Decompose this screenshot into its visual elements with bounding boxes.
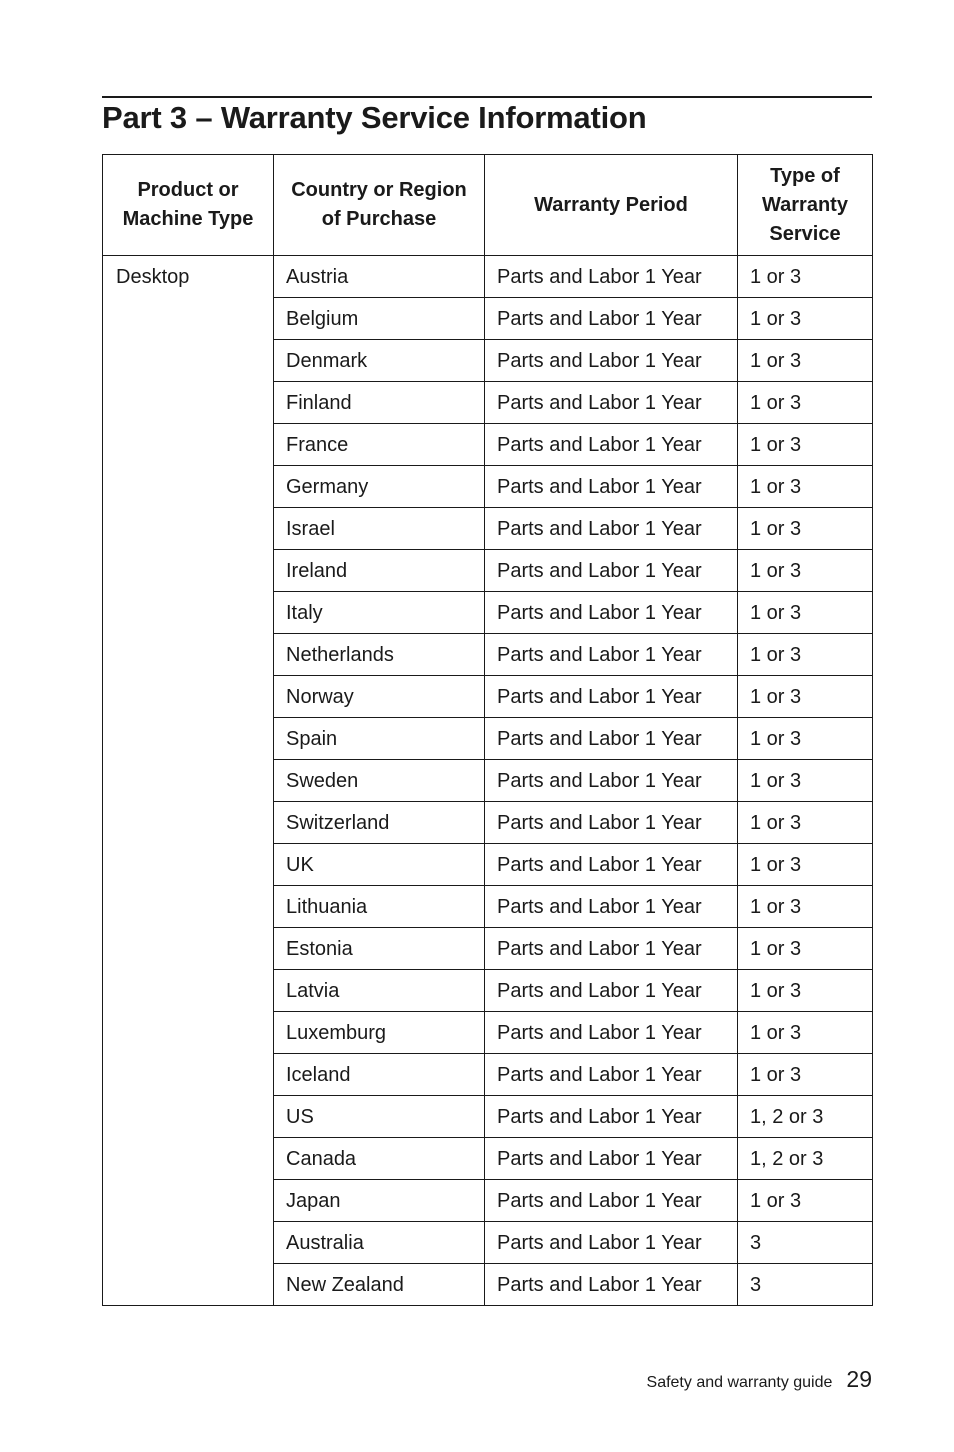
service-type-cell: 1, 2 or 3	[738, 1138, 873, 1180]
service-type-cell: 1 or 3	[738, 970, 873, 1012]
service-type-cell: 1 or 3	[738, 760, 873, 802]
country-cell: Belgium	[274, 298, 485, 340]
warranty-period-cell: Parts and Labor 1 Year	[485, 676, 738, 718]
service-type-cell: 1 or 3	[738, 508, 873, 550]
service-type-cell: 3	[738, 1264, 873, 1306]
warranty-period-cell: Parts and Labor 1 Year	[485, 1138, 738, 1180]
warranty-period-cell: Parts and Labor 1 Year	[485, 382, 738, 424]
warranty-period-cell: Parts and Labor 1 Year	[485, 466, 738, 508]
warranty-period-cell: Parts and Labor 1 Year	[485, 592, 738, 634]
warranty-period-cell: Parts and Labor 1 Year	[485, 1096, 738, 1138]
country-cell: US	[274, 1096, 485, 1138]
service-type-cell: 1 or 3	[738, 340, 873, 382]
service-type-cell: 1 or 3	[738, 592, 873, 634]
service-type-cell: 1 or 3	[738, 256, 873, 298]
warranty-period-cell: Parts and Labor 1 Year	[485, 508, 738, 550]
warranty-period-cell: Parts and Labor 1 Year	[485, 928, 738, 970]
service-type-cell: 1 or 3	[738, 676, 873, 718]
service-type-cell: 1, 2 or 3	[738, 1096, 873, 1138]
warranty-period-cell: Parts and Labor 1 Year	[485, 970, 738, 1012]
warranty-period-cell: Parts and Labor 1 Year	[485, 718, 738, 760]
country-cell: Ireland	[274, 550, 485, 592]
country-cell: Latvia	[274, 970, 485, 1012]
country-cell: Lithuania	[274, 886, 485, 928]
service-type-cell: 1 or 3	[738, 1054, 873, 1096]
country-cell: Austria	[274, 256, 485, 298]
country-cell: Japan	[274, 1180, 485, 1222]
service-type-cell: 1 or 3	[738, 802, 873, 844]
header-service-type: Type of Warranty Service	[738, 155, 873, 256]
warranty-period-cell: Parts and Labor 1 Year	[485, 1264, 738, 1306]
warranty-period-cell: Parts and Labor 1 Year	[485, 256, 738, 298]
country-cell: Switzerland	[274, 802, 485, 844]
table-body	[103, 256, 873, 1306]
warranty-period-cell: Parts and Labor 1 Year	[485, 802, 738, 844]
service-type-cell: 1 or 3	[738, 1180, 873, 1222]
country-cell: Luxemburg	[274, 1012, 485, 1054]
warranty-period-cell: Parts and Labor 1 Year	[485, 844, 738, 886]
country-cell: UK	[274, 844, 485, 886]
service-type-cell: 1 or 3	[738, 382, 873, 424]
page-number: 29	[846, 1366, 872, 1392]
country-cell: Denmark	[274, 340, 485, 382]
country-cell: Norway	[274, 676, 485, 718]
service-type-cell: 1 or 3	[738, 928, 873, 970]
warranty-period-cell: Parts and Labor 1 Year	[485, 550, 738, 592]
country-cell: Canada	[274, 1138, 485, 1180]
warranty-period-cell: Parts and Labor 1 Year	[485, 760, 738, 802]
country-cell: Iceland	[274, 1054, 485, 1096]
table-row	[103, 256, 873, 298]
country-cell: Spain	[274, 718, 485, 760]
warranty-period-cell: Parts and Labor 1 Year	[485, 1222, 738, 1264]
country-cell: Germany	[274, 466, 485, 508]
warranty-period-cell: Parts and Labor 1 Year	[485, 298, 738, 340]
warranty-period-cell: Parts and Labor 1 Year	[485, 634, 738, 676]
country-cell: France	[274, 424, 485, 466]
service-type-cell: 1 or 3	[738, 466, 873, 508]
warranty-period-cell: Parts and Labor 1 Year	[485, 424, 738, 466]
country-cell: Estonia	[274, 928, 485, 970]
country-cell: Israel	[274, 508, 485, 550]
service-type-cell: 1 or 3	[738, 634, 873, 676]
service-type-cell: 1 or 3	[738, 844, 873, 886]
header-product: Product or Machine Type	[103, 155, 274, 256]
page-title: Part 3 – Warranty Service Information	[102, 100, 647, 135]
country-cell: Australia	[274, 1222, 485, 1264]
table-header-row	[103, 155, 873, 256]
footer-label: Safety and warranty guide	[646, 1374, 833, 1391]
country-cell: New Zealand	[274, 1264, 485, 1306]
warranty-period-cell: Parts and Labor 1 Year	[485, 1012, 738, 1054]
header-period: Warranty Period	[485, 155, 738, 256]
service-type-cell: 1 or 3	[738, 886, 873, 928]
warranty-period-cell: Parts and Labor 1 Year	[485, 1180, 738, 1222]
warranty-period-cell: Parts and Labor 1 Year	[485, 886, 738, 928]
product-type-cell: Desktop	[103, 256, 274, 1306]
service-type-cell: 1 or 3	[738, 424, 873, 466]
warranty-period-cell: Parts and Labor 1 Year	[485, 1054, 738, 1096]
page-footer	[647, 1366, 872, 1393]
warranty-table	[102, 154, 873, 1306]
country-cell: Sweden	[274, 760, 485, 802]
service-type-cell: 1 or 3	[738, 550, 873, 592]
country-cell: Netherlands	[274, 634, 485, 676]
country-cell: Italy	[274, 592, 485, 634]
warranty-period-cell: Parts and Labor 1 Year	[485, 340, 738, 382]
service-type-cell: 1 or 3	[738, 298, 873, 340]
service-type-cell: 3	[738, 1222, 873, 1264]
country-cell: Finland	[274, 382, 485, 424]
header-country: Country or Region of Purchase	[274, 155, 485, 256]
service-type-cell: 1 or 3	[738, 718, 873, 760]
service-type-cell: 1 or 3	[738, 1012, 873, 1054]
